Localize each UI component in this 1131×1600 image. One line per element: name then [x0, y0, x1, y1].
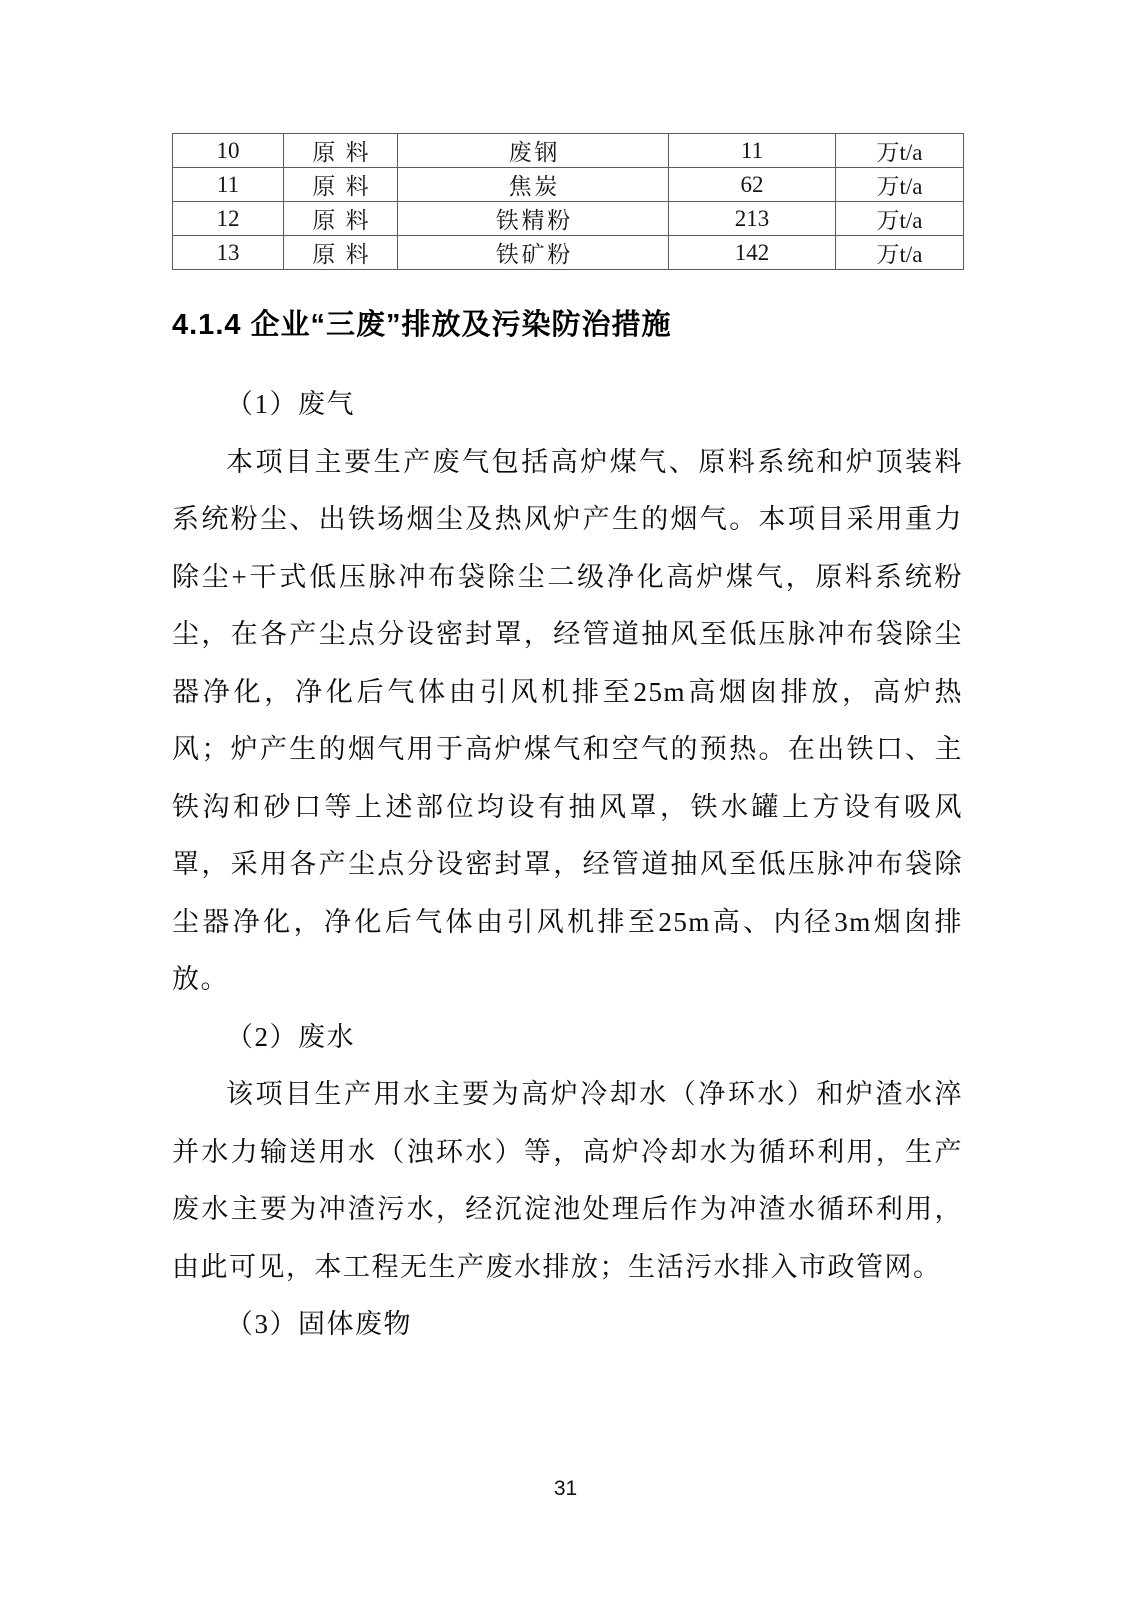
page-number: 31 — [553, 1477, 578, 1500]
cell-material: 铁矿粉 — [398, 236, 669, 270]
paragraph-waste-water: 该项目生产用水主要为高炉冷却水（净环水）和炉渣水淬并水力输送用水（浊环水）等，高炉冷却水为循环利用，生产废水主要为冲渣污水，经沉淀池处理后作为冲渣水循环利用，由此可见，本工程无生产废水排放；生活污水排入市政管网。 — [172, 1079, 963, 1282]
subsection-title-waste-gas: （1）废气 — [226, 389, 355, 419]
cell-material: 铁精粉 — [398, 202, 669, 236]
cell-amount: 62 — [669, 168, 836, 202]
body-text — [172, 376, 963, 1354]
cell-index: 12 — [173, 202, 284, 236]
subsection-title-solid-waste: （3）固体废物 — [226, 1309, 412, 1339]
cell-unit: 万t/a — [836, 202, 964, 236]
cell-unit: 万t/a — [836, 168, 964, 202]
table-row — [173, 202, 964, 236]
cell-unit: 万t/a — [836, 236, 964, 270]
cell-category: 原料 — [284, 168, 398, 202]
cell-amount: 213 — [669, 202, 836, 236]
cell-amount: 142 — [669, 236, 836, 270]
cell-category: 原料 — [284, 134, 398, 168]
materials-table — [172, 133, 964, 270]
cell-category: 原料 — [284, 202, 398, 236]
section-heading: 4.1.4 企业“三废”排放及污染防治措施 — [172, 309, 672, 341]
cell-index: 10 — [173, 134, 284, 168]
cell-category: 原料 — [284, 236, 398, 270]
page-content — [172, 0, 963, 1354]
table-row — [173, 134, 964, 168]
cell-unit: 万t/a — [836, 134, 964, 168]
cell-amount: 11 — [669, 134, 836, 168]
cell-index: 11 — [173, 168, 284, 202]
subsection-title-waste-water: （2）废水 — [226, 1021, 355, 1052]
table-row — [173, 168, 964, 202]
cell-material: 焦炭 — [398, 168, 669, 202]
table-row — [173, 236, 964, 270]
cell-index: 13 — [173, 236, 284, 270]
paragraph-waste-gas: 本项目主要生产废气包括高炉煤气、原料系统和炉顶装料系统粉尘、出铁场烟尘及热风炉产生的烟气。本项目采用重力除尘+干式低压脉冲布袋除尘二级净化高炉煤气，原料系统粉尘，在各产尘点分设密封罩，经管道抽风至低压脉冲布袋除尘器净化，净化后气体由引风机排至25m高烟囱排放，高炉热风；炉产生的烟气用于高炉煤气和空气的预热。在出铁口、主铁沟和砂口等上述部位均设有抽风罩，铁水罐上方设有吸风罩，采用各产尘点分设密封罩，经管道抽风至低压脉冲布袋除尘器净化，净化后气体由引风机排至25m高、内径3m烟囱排放。 — [172, 446, 963, 994]
cell-material: 废钢 — [398, 134, 669, 168]
